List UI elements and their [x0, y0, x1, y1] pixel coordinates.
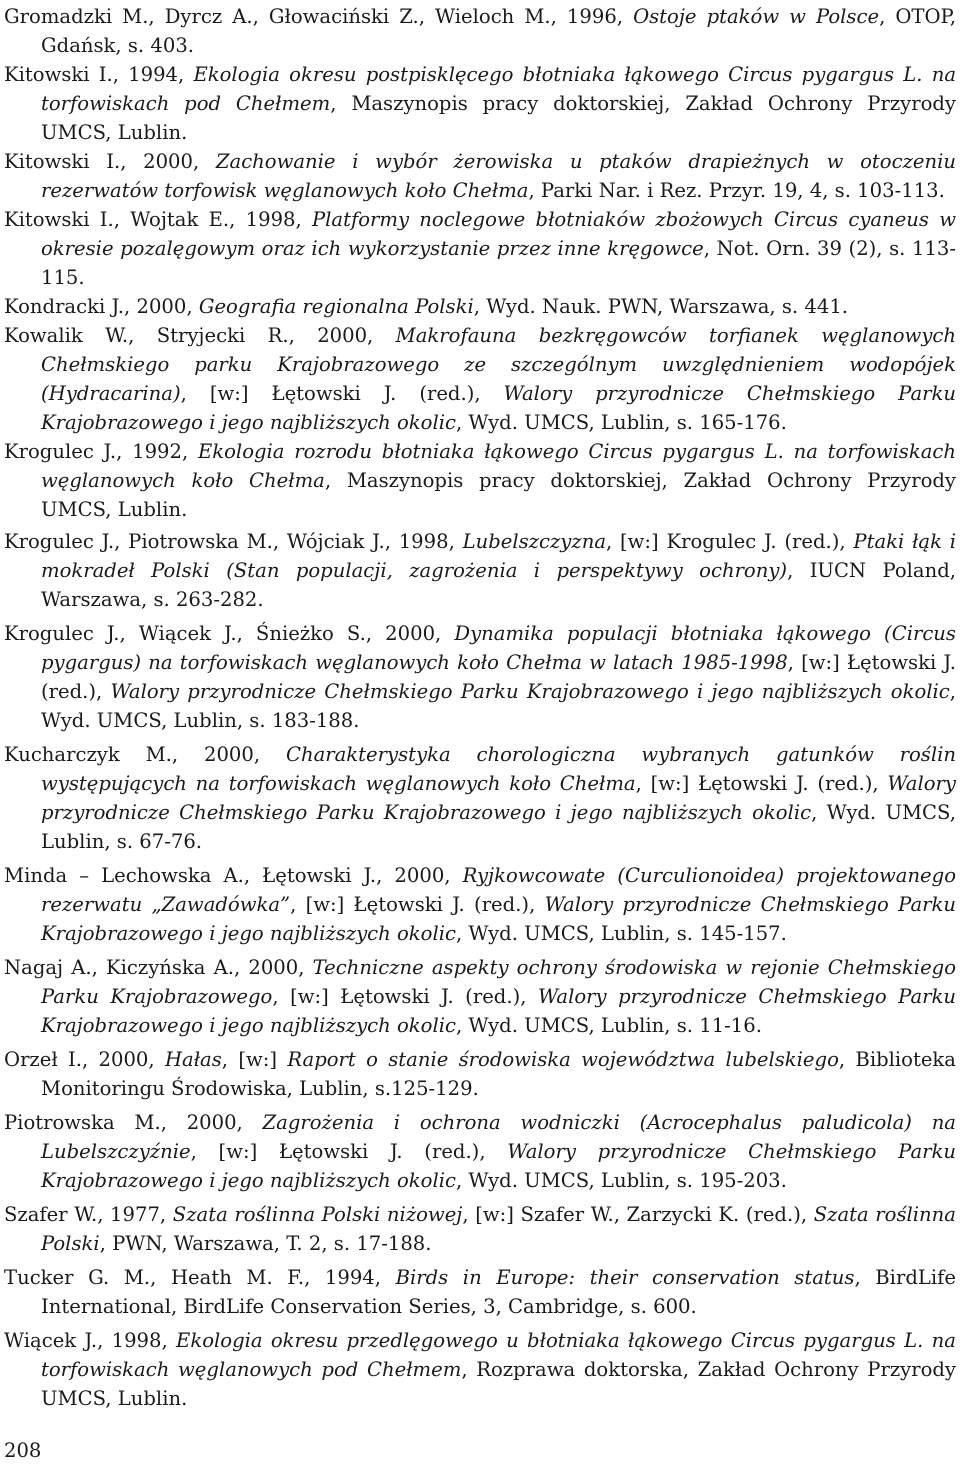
reference-entry: Kitowski I., 2000, Zachowanie i wybór żerowiska u ptaków drapieżnych w otoczeniu rezerwatów torfowisk węglanowych koło Chełma, Parki Nar. i Rez. Przyr. 19, 4, s. 103-113.	[4, 150, 956, 202]
reference-entry: Kitowski I., 1994, Ekologia okresu postpisklęcego błotniaka łąkowego Circus pygargus L. na torfowiskach pod Chełmem, Maszynopis pracy doktorskiej, Zakład Ochrony Przyrody UMCS, Lublin.	[4, 63, 957, 144]
bibliography	[4, 2, 956, 1418]
reference-entry: Gromadzki M., Dyrcz A., Głowaciński Z., Wieloch M., 1996, Ostoje ptaków w Polsce, OTOP, Gdańsk, s. 403.	[4, 5, 956, 57]
reference-entry: Piotrowska M., 2000, Zagrożenia i ochrona wodniczki (Acrocephalus paludicola) na Lubelszczyźnie, [w:] Łętowski J. (red.), Walory przyrodnicze Chełmskiego Parku Krajobrazowego i jego najbliższych okolic, Wyd. UMCS, Lublin, s. 195-203.	[4, 1111, 956, 1192]
reference-entry: Kondracki J., 2000, Geografia regionalna Polski, Wyd. Nauk. PWN, Warszawa, s. 441.	[4, 295, 849, 318]
reference-entry: Krogulec J., Piotrowska M., Wójciak J., 1998, Lubelszczyzna, [w:] Krogulec J. (red.), Ptaki łąk i mokradeł Polski (Stan populacji, zagrożenia i perspektywy ochrony), IUCN Poland, Warszawa, s. 263-282.	[4, 530, 957, 611]
reference-entry: Kitowski I., Wojtak E., 1998, Platformy noclegowe błotniaków zbożowych Circus cyaneus w okresie pozalęgowym oraz ich wykorzystanie przez inne kręgowce, Not. Orn. 39 (2), s. 113-115.	[4, 208, 957, 289]
page-number: 208	[4, 1439, 42, 1462]
reference-entry: Krogulec J., 1992, Ekologia rozrodu błotniaka łąkowego Circus pygargus L. na torfowiskach węglanowych koło Chełma, Maszynopis pracy doktorskiej, Zakład Ochrony Przyrody UMCS, Lublin.	[4, 440, 956, 521]
reference-entry: Minda – Lechowska A., Łętowski J., 2000, Ryjkowcowate (Curculionoidea) projektowanego rezerwatu „Zawadówka”, [w:] Łętowski J. (red.), Walory przyrodnicze Chełmskiego Parku Krajobrazowego i jego najbliższych okolic, Wyd. UMCS, Lublin, s. 145-157.	[4, 864, 956, 945]
reference-entry: Kucharczyk M., 2000, Charakterystyka chorologiczna wybranych gatunków roślin występujących na torfowiskach węglanowych koło Chełma, [w:] Łętowski J. (red.), Walory przyrodnicze Chełmskiego Parku Krajobrazowego i jego najbliższych okolic, Wyd. UMCS, Lublin, s. 67-76.	[4, 743, 957, 853]
reference-entry: Orzeł I., 2000, Hałas, [w:] Raport o stanie środowiska województwa lubelskiego, Biblioteka Monitoringu Środowiska, Lublin, s.125-129.	[4, 1048, 956, 1100]
reference-entry: Nagaj A., Kiczyńska A., 2000, Techniczne aspekty ochrony środowiska w rejonie Chełmskiego Parku Krajobrazowego, [w:] Łętowski J. (red.), Walory przyrodnicze Chełmskiego Parku Krajobrazowego i jego najbliższych okolic, Wyd. UMCS, Lublin, s. 11-16.	[4, 956, 957, 1037]
reference-entry: Kowalik W., Stryjecki R., 2000, Makrofauna bezkręgowców torfianek węglanowych Chełmskiego parku Krajobrazowego ze szczególnym uwzględnieniem wodopójek (Hydracarina), [w:] Łętowski J. (red.), Walory przyrodnicze Chełmskiego Parku Krajobrazowego i jego najbliższych okolic, Wyd. UMCS, Lublin, s. 165-176.	[4, 324, 956, 434]
reference-entry: Tucker G. M., Heath M. F., 1994, Birds in Europe: their conservation status, BirdLife International, BirdLife Conservation Series, 3, Cambridge, s. 600.	[4, 1266, 956, 1318]
reference-entry: Krogulec J., Wiącek J., Śnieżko S., 2000, Dynamika populacji błotniaka łąkowego (Circus pygargus) na torfowiskach węglanowych koło Chełma w latach 1985-1998, [w:] Łętowski J. (red.), Walory przyrodnicze Chełmskiego Parku Krajobrazowego i jego najbliższych okolic, Wyd. UMCS, Lublin, s. 183-188.	[4, 622, 956, 732]
reference-entry: Wiącek J., 1998, Ekologia okresu przedlęgowego u błotniaka łąkowego Circus pygargus L. na torfowiskach węglanowych pod Chełmem, Rozprawa doktorska, Zakład Ochrony Przyrody UMCS, Lublin.	[4, 1329, 957, 1410]
reference-entry: Szafer W., 1977, Szata roślinna Polski niżowej, [w:] Szafer W., Zarzycki K. (red.), Szata roślinna Polski, PWN, Warszawa, T. 2, s. 17-188.	[4, 1203, 956, 1255]
